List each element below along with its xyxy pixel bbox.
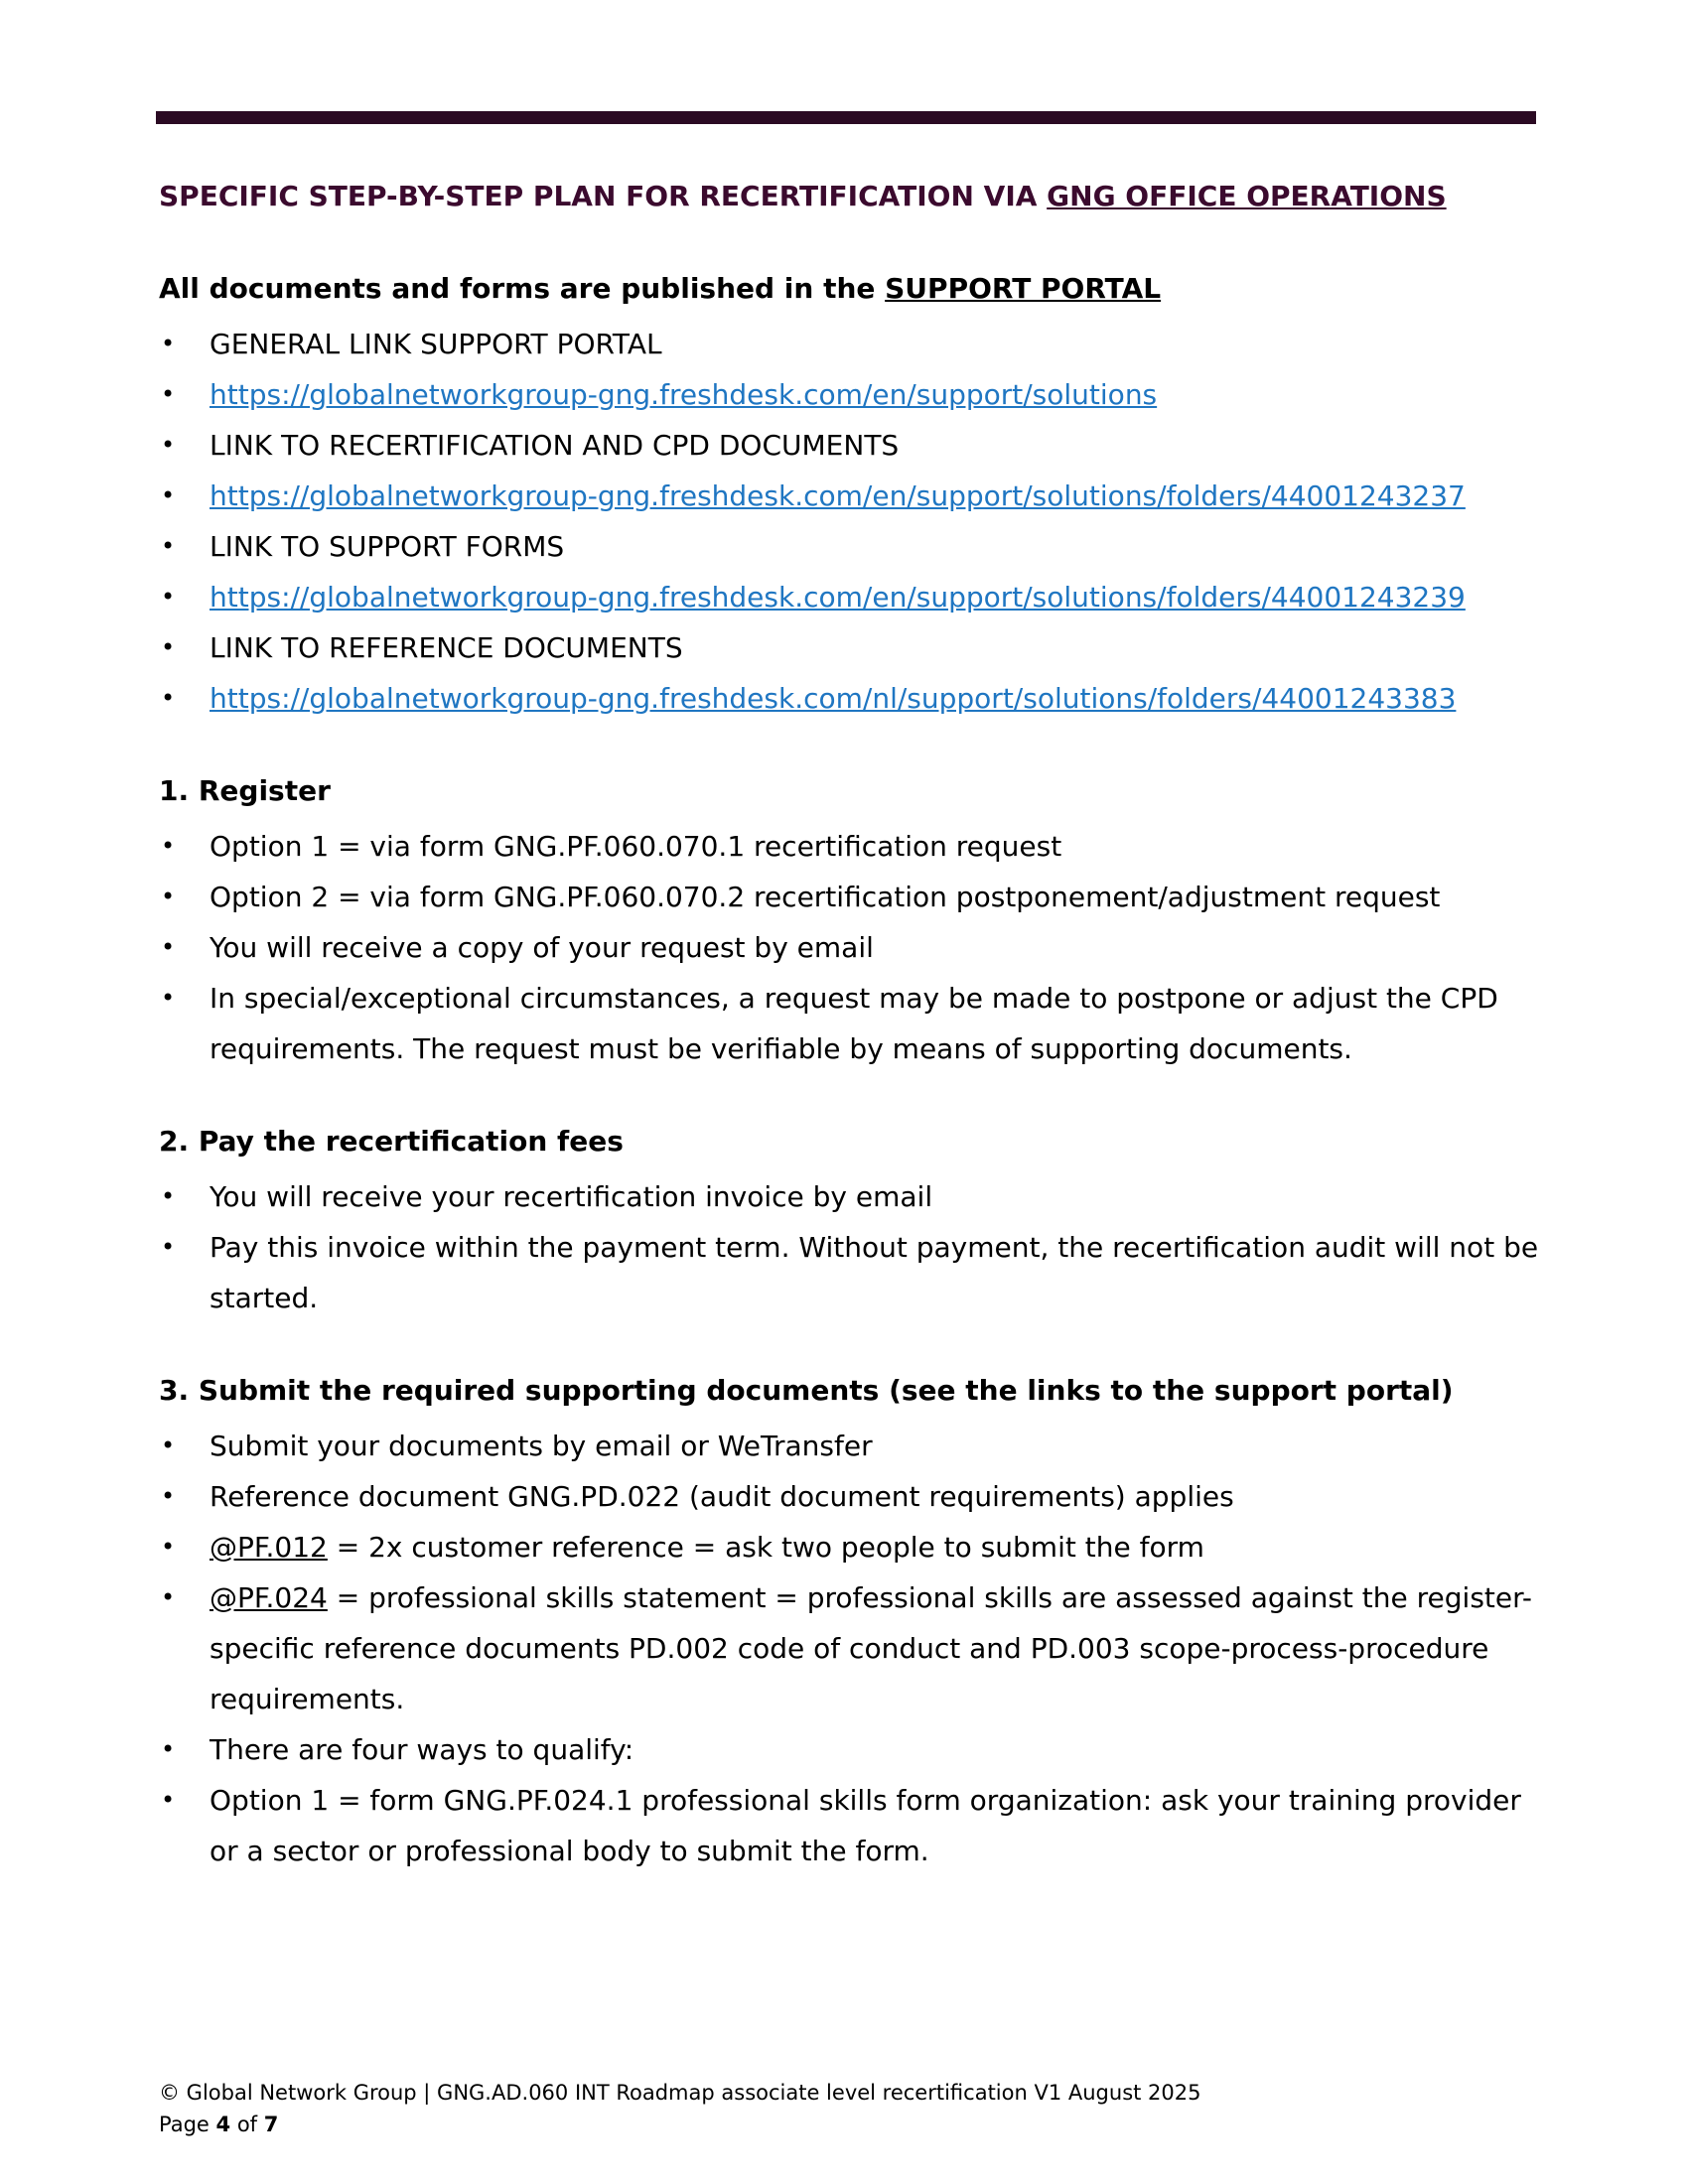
bullet-icon: • (161, 1786, 176, 1814)
list-item (159, 471, 1549, 521)
list-item: • Option 1 = via form GNG.PF.060.070.1 recertification request (159, 821, 1549, 872)
bullet-icon: • (161, 1233, 176, 1261)
bullet-icon: • (161, 832, 176, 860)
bullet-icon: • (161, 1182, 176, 1210)
step-3-list (159, 1421, 1549, 1876)
page-footer (159, 2077, 1201, 2140)
bullet-icon: • (161, 1735, 176, 1763)
list-item (159, 572, 1549, 622)
bullet-icon: • (161, 1482, 176, 1510)
list-item: • Option 1 = form GNG.PF.024.1 professional skills form organization: ask your training provider or a sector or professional body to submit the form. (159, 1775, 1549, 1876)
footer-copyright: © Global Network Group | GNG.AD.060 INT Roadmap associate level recertification V1 August 2025 (159, 2081, 1201, 2105)
bullet-icon: • (161, 1583, 176, 1611)
document-body (159, 177, 1549, 1876)
bullet-icon: • (161, 431, 176, 459)
portal-links-list (159, 319, 1549, 724)
list-item: • GENERAL LINK SUPPORT PORTAL (159, 319, 1549, 369)
step-2-list (159, 1171, 1549, 1323)
list-item (159, 673, 1549, 724)
bullet-icon: • (161, 380, 176, 408)
bullet-icon: • (161, 684, 176, 712)
list-item: • Pay this invoice within the payment term. Without payment, the recertification audit will not be started. (159, 1222, 1549, 1323)
bullet-icon: • (161, 330, 176, 357)
pf-012-reference-link[interactable]: @PF.012 (210, 1531, 328, 1564)
bullet-icon: • (161, 984, 176, 1012)
step-2-heading: 2. Pay the recertification fees (159, 1125, 624, 1158)
list-item: • You will receive your recertification invoice by email (159, 1171, 1549, 1222)
step-1-list (159, 821, 1549, 1074)
list-item: • In special/exceptional circumstances, a request may be made to postpone or adjust the CPD requirements. The request must be verifiable by means of supporting documents. (159, 973, 1549, 1074)
bullet-icon: • (161, 1533, 176, 1561)
list-item: • Submit your documents by email or WeTransfer (159, 1421, 1549, 1471)
general-portal-link[interactable]: https://globalnetworkgroup-gng.freshdesk.com/en/support/solutions (210, 378, 1158, 411)
page-number: Page 4 of 7 (159, 2113, 279, 2136)
bullet-icon: • (161, 933, 176, 961)
intro-text: All documents and forms are published in the SUPPORT PORTAL (159, 272, 1162, 305)
recertification-cpd-link[interactable]: https://globalnetworkgroup-gng.freshdesk.com/en/support/solutions/folders/44001243237 (210, 479, 1466, 512)
reference-documents-link[interactable]: https://globalnetworkgroup-gng.freshdesk.com/nl/support/solutions/folders/44001243383 (210, 682, 1457, 715)
bullet-icon: • (161, 583, 176, 611)
header-rule (156, 111, 1536, 124)
gng-office-operations-link[interactable]: GNG OFFICE OPERATIONS (1047, 180, 1447, 212)
list-item: • @PF.024 = professional skills statement = professional skills are assessed against the register-specific reference documents PD.002 code of conduct and PD.003 scope-process-procedure requirements. (159, 1572, 1549, 1724)
list-item: • There are four ways to qualify: (159, 1724, 1549, 1775)
list-item: • LINK TO REFERENCE DOCUMENTS (159, 622, 1549, 673)
list-item (159, 369, 1549, 420)
support-forms-link[interactable]: https://globalnetworkgroup-gng.freshdesk.com/en/support/solutions/folders/44001243239 (210, 581, 1466, 614)
support-portal-link[interactable]: SUPPORT PORTAL (885, 272, 1162, 305)
bullet-icon: • (161, 883, 176, 910)
list-item: • LINK TO RECERTIFICATION AND CPD DOCUMENTS (159, 420, 1549, 471)
bullet-icon: • (161, 1432, 176, 1459)
bullet-icon: • (161, 481, 176, 509)
step-3-heading: 3. Submit the required supporting documents (see the links to the support portal) (159, 1374, 1454, 1407)
list-item: • Option 2 = via form GNG.PF.060.070.2 recertification postponement/adjustment request (159, 872, 1549, 922)
bullet-icon: • (161, 633, 176, 661)
list-item: • @PF.012 = 2x customer reference = ask two people to submit the form (159, 1522, 1549, 1572)
list-item: • You will receive a copy of your request by email (159, 922, 1549, 973)
pf-024-reference-link[interactable]: @PF.024 (210, 1581, 328, 1614)
page-title: SPECIFIC STEP-BY-STEP PLAN FOR RECERTIFICATION VIA GNG OFFICE OPERATIONS (159, 180, 1447, 212)
step-1-heading: 1. Register (159, 774, 331, 807)
list-item: • Reference document GNG.PD.022 (audit document requirements) applies (159, 1471, 1549, 1522)
bullet-icon: • (161, 532, 176, 560)
list-item: • LINK TO SUPPORT FORMS (159, 521, 1549, 572)
